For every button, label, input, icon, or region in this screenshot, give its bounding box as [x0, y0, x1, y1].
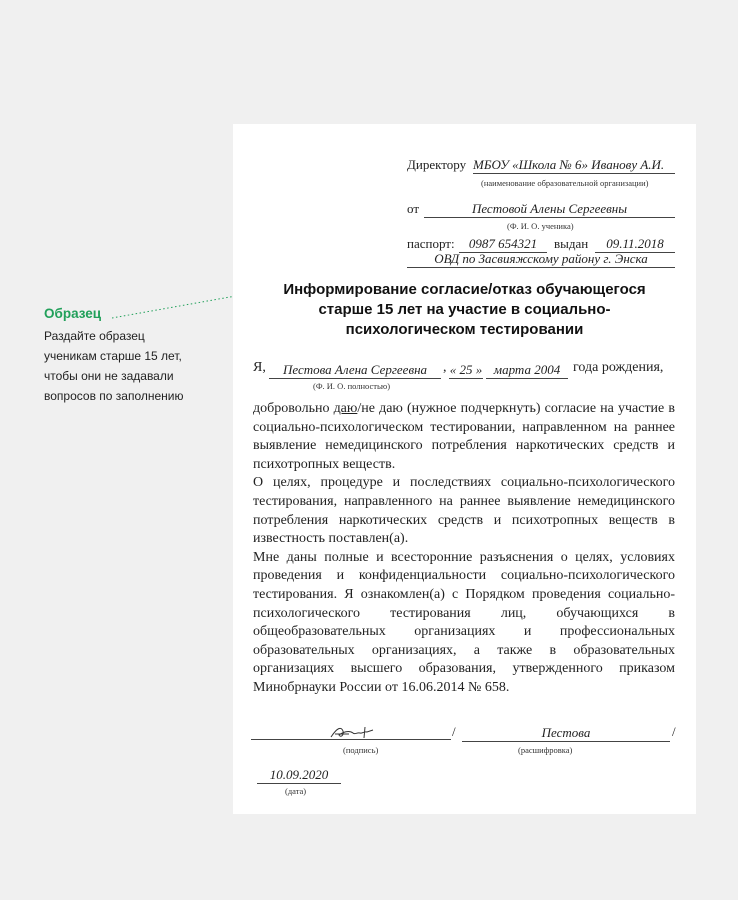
signature-image [329, 724, 375, 742]
birth-month-year: марта 2004 [486, 362, 568, 379]
to-label: Директору [407, 157, 467, 172]
sample-line: ученикам старше 15 лет, [44, 349, 182, 363]
document-page: Директору МБОУ «Школа № 6» Иванову А.И. (наименование образовательной организации) от Пестовой Алены Сергеевны (Ф. И. О. ученика) паспорт: 0987 654321 выдан 09.11.2018 ОВД по Засвияжскому району г. Энска Информирование согласие/отказ обучающегося старше 15 лет на участие в социально- психологическом тестировании Я, Пестова Алена Сергеевна , « 25 » марта 2004 года рождения, (Ф. И. О. полностью) добровольно даю/не даю (нужное подчеркнуть) согласие на участие в социально-психологическом тестировании, направленном на раннее выявление немедицинского потребления наркотических средств и психотропных веществ. О целях, процедуре и последствиях социально-психологического тестирования, направленного на раннее выявление немедицинского потребления наркотических средств и психотропных веществ в известность поставлен(а). Мне даны полные и всесторонние разъяснения о целях, условиях проведения и конфиденциальности социально-психологического тестирования. Я ознакомлен(а) с Порядком проведения социально-психологического тестирования лиц, обучающихся в общеобразовательных организациях и профессиональных образовательных организациях, а также в образовательных организациях высшего образования, утвержденного приказом Минобрнауки России от 16.06.2014 № 658. / (подпись) Пестова / (расшифровка) 10.09.2020 (дата) [233, 124, 696, 814]
passport-label: паспорт: [407, 236, 455, 251]
date-value: 10.09.2020 [257, 767, 341, 784]
heading-line: Информирование согласие/отказ обучающегося [283, 281, 646, 298]
sample-text [44, 326, 184, 406]
purpose-paragraph: О целях, процедуре и последствиях социально-психологического тестирования, направленного на раннее выявление немедицинского потребления наркотических средств и психотропных веществ в известность поставлен(а). [253, 475, 675, 547]
from-label: от [407, 201, 420, 216]
sample-line: чтобы они не задавали [44, 369, 174, 383]
from-value: Пестовой Алены Сергеевны [424, 201, 675, 218]
birth-day: « 25 » [449, 362, 483, 377]
issued-label: выдан [554, 236, 589, 251]
passport-number: 0987 654321 [459, 236, 547, 253]
decoding-caption: (расшифровка) [518, 745, 573, 755]
consent-paragraph: добровольно даю/не даю (нужное подчеркнуть) согласие на участие в социально-психологическом тестировании, направленном на раннее выявление немедицинского потребления наркотических средств и психотропных веществ. [253, 401, 675, 472]
sample-title: Образец [44, 306, 102, 321]
signature-slash: / [452, 724, 456, 739]
explanation-paragraph: Мне даны полные и всесторонние разъяснения о целях, условиях проведения и конфиденциальности социально-психологического тестирования. Я ознакомлен(а) с Порядком проведения социально-психологического тестирования лиц, обучающихся в общеобразовательных организациях и профессиональных образовательных организациях, а также в образовательных организациях высшего образования, утвержденного приказом Минобрнауки России от 16.06.2014 № 658. [253, 549, 675, 695]
birth-suffix: года рождения, [573, 360, 664, 375]
i-label: Я, [253, 360, 266, 375]
signature-caption: (подпись) [343, 745, 379, 755]
name-caption: (Ф. И. О. полностью) [313, 381, 391, 391]
to-caption: (наименование образовательной организации) [481, 178, 649, 188]
consent-body [253, 400, 675, 698]
full-name: Пестова Алена Сергеевна [269, 362, 441, 379]
issued-date: 09.11.2018 [595, 236, 675, 253]
sample-line: Раздайте образец [44, 329, 145, 343]
from-caption: (Ф. И. О. ученика) [507, 221, 574, 231]
agree-option: даю [333, 401, 358, 416]
to-value: МБОУ «Школа № 6» Иванову А.И. [473, 157, 675, 174]
heading-line: старше 15 лет на участие в социально- [318, 301, 611, 318]
sample-line: вопросов по заполнению [44, 389, 184, 403]
heading-line: психологическом тестировании [345, 321, 584, 338]
issued-by: ОВД по Засвияжскому району г. Энска [407, 251, 675, 268]
document-heading [233, 280, 696, 340]
date-caption: (дата) [285, 786, 307, 796]
decoding-value: Пестова [462, 725, 670, 742]
decoding-slash: / [672, 724, 676, 739]
